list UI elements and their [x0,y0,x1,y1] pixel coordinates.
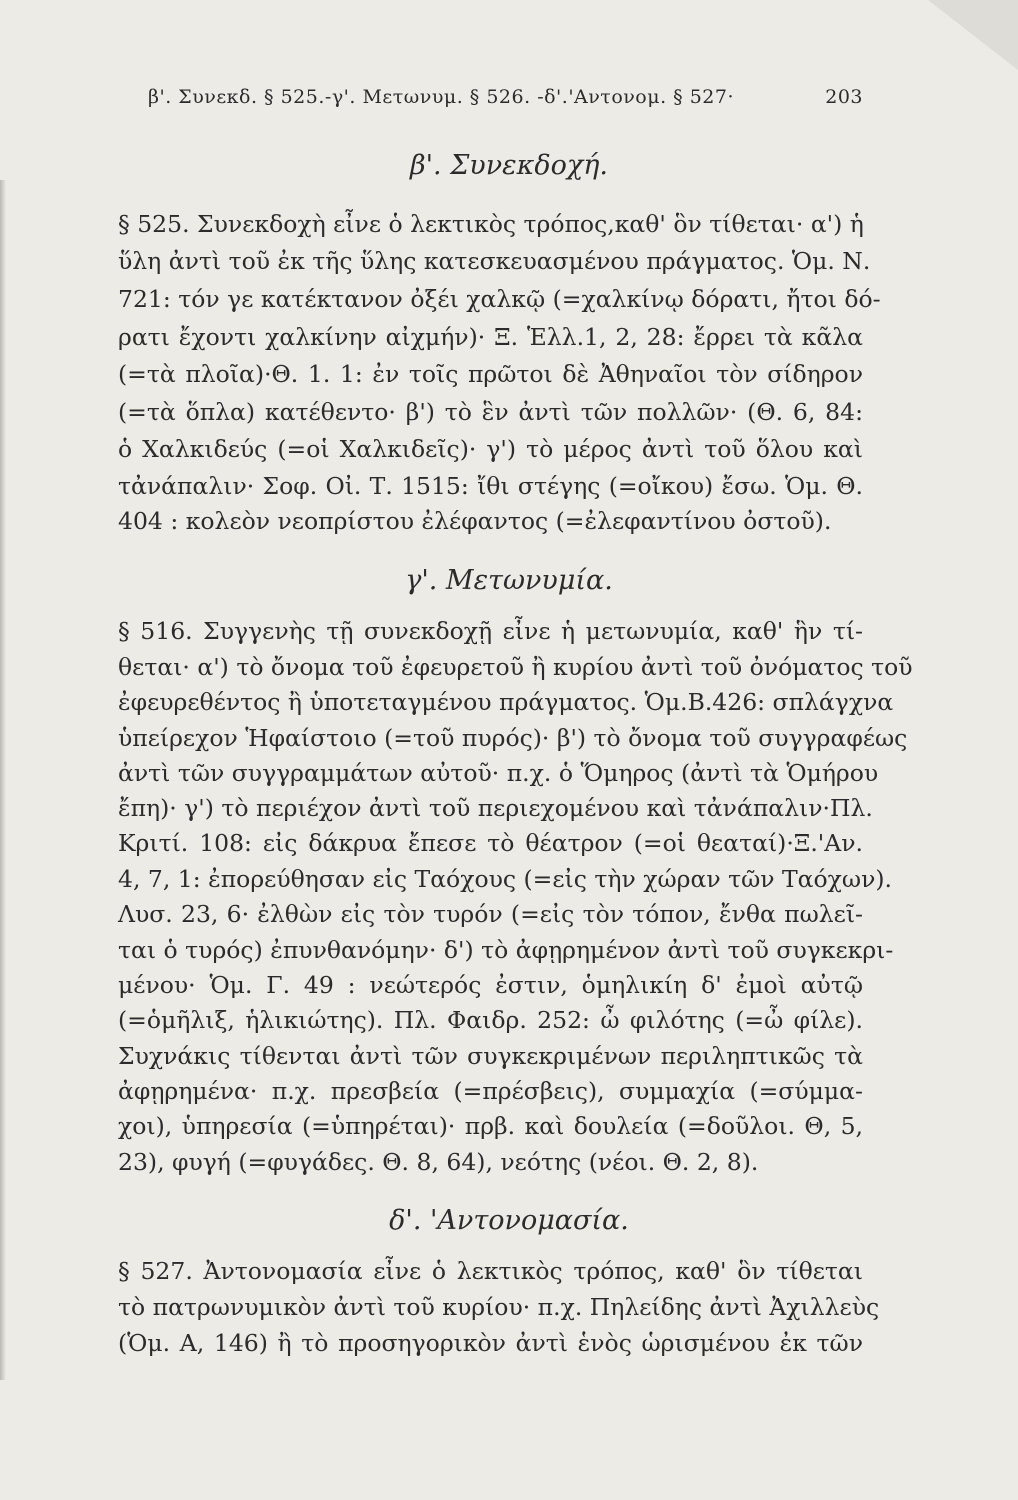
text-line: § 527. Ἀντονομασία εἶνε ὁ λεκτικὸς τρόπος, καθ' ὃν τίθεται [118,1257,863,1285]
text-line: Λυσ. 23, 6· ἐλθὼν εἰς τὸν τυρόν (=εἰς τὸν τόπον, ἔνθα πωλεῖ- [118,900,863,928]
section-title-antonomasia: δ'. 'Αντονομασία. [389,1205,629,1236]
text-line: ἐφευρεθέντος ἢ ὑποτεταγμένου πράγματος. Ὁμ.Β.426: σπλάγχνα [118,688,894,716]
text-line: (=τὰ ὅπλα) κατέθεντο· β') τὸ ἓν ἀντὶ τῶν πολλῶν· (Θ. 6, 84: [118,398,863,426]
text-line: θεται· α') τὸ ὄνομα τοῦ ἐφευρετοῦ ἢ κυρίου ἀντὶ τοῦ ὀνόματος τοῦ [118,653,913,681]
text-line: τὸ πατρωνυμικὸν ἀντὶ τοῦ κυρίου· π.χ. Πηλείδης ἀντὶ Ἀχιλλεὺς [118,1293,880,1321]
text-line: (=τὰ πλοῖα)·Θ. 1. 1: ἐν τοῖς πρῶτοι δὲ Ἀθηναῖοι τὸν σίδηρον [118,360,863,388]
text-line: 721: τόν γε κατέκτανον ὀξέι χαλκῷ (=χαλκίνῳ δόρατι, ἤτοι δό- [118,285,881,313]
text-line: § 525. Συνεκδοχὴ εἶνε ὁ λεκτικὸς τρόπος,καθ' ὃν τίθεται· α') ἡ [118,210,864,238]
text-line: ἔπη)· γ') τὸ περιέχον ἀντὶ τοῦ περιεχομένου καὶ τἀνάπαλιν·Πλ. [118,794,873,822]
text-line: τἀνάπαλιν· Σοφ. Οἰ. Τ. 1515: ἴθι στέγης (=οἴκου) ἔσω. Ὁμ. Θ. [118,472,863,500]
text-line: ὑπείρεχον Ἡφαίστοιο (=τοῦ πυρός)· β') τὸ ὄνομα τοῦ συγγραφέως [118,724,908,752]
section-title-synecdoche: β'. Συνεκδοχή. [410,150,608,181]
page-spine-shadow [0,180,6,1380]
text-line: ρατι ἔχοντι χαλκίνην αἰχμήν)· Ξ. Ἑλλ.1, 2, 28: ἔρρει τὰ κᾶλα [118,323,863,351]
text-line: ὕλη ἀντὶ τοῦ ἐκ τῆς ὕλης κατεσκευασμένου πράγματος. Ὁμ. Ν. [118,247,871,275]
text-line: § 516. Συγγενὴς τῇ συνεκδοχῇ εἶνε ἡ μετωνυμία, καθ' ἣν τί- [118,617,863,645]
text-line: 404 : κολεὸν νεοπρίστου ἐλέφαντος (=ἐλεφαντίνου ὀστοῦ). [118,507,832,535]
text-line: ἀφῃρημένα· π.χ. πρεσβεία (=πρέσβεις), συμμαχία (=σύμμα- [118,1077,863,1105]
text-line: ται ὁ τυρός) ἐπυνθανόμην· δ') τὸ ἀφῃρημένον ἀντὶ τοῦ συγκεκρι- [118,936,894,964]
text-line: (=ὁμῆλιξ, ἡλικιώτης). Πλ. Φαιδρ. 252: ὦ φιλότης (=ὦ φίλε). [118,1006,863,1034]
text-line: 23), φυγή (=φυγάδες. Θ. 8, 64), νεότης (νέοι. Θ. 2, 8). [118,1148,759,1176]
text-line: (Ὁμ. Α, 146) ἢ τὸ προσηγορικὸν ἀντὶ ἑνὸς ὡρισμένου ἐκ τῶν [118,1329,863,1357]
page-number: 203 [825,86,863,108]
folded-corner [928,0,1018,70]
text-line: ὁ Χαλκιδεύς (=οἱ Χαλκιδεῖς)· γ') τὸ μέρος ἀντὶ τοῦ ὅλου καὶ [118,435,863,463]
text-line: 4, 7, 1: ἐπορεύθησαν εἰς Ταόχους (=εἰς τὴν χώραν τῶν Ταόχων). [118,865,893,893]
text-line: Κριτί. 108: εἰς δάκρυα ἔπεσε τὸ θέατρον (=οἱ θεαταί)·Ξ.'Αν. [118,829,863,857]
text-line: ἀντὶ τῶν συγγραμμάτων αὐτοῦ· π.χ. ὁ Ὅμηρος (ἀντὶ τὰ Ὁμήρου [118,759,879,787]
text-line: Συχνάκις τίθενται ἀντὶ τῶν συγκεκριμένων περιληπτικῶς τὰ [118,1042,863,1070]
section-title-metonymy: γ'. Μετωνυμία. [405,565,613,596]
running-header [148,86,863,108]
text-line: μένου· Ὁμ. Γ. 49 : νεώτερός ἐστιν, ὁμηλικίη δ' ἐμοὶ αὐτῷ [118,971,863,999]
running-header-text: β'. Συνεκδ. § 525.-γ'. Μετωνυμ. § 526. -δ'.'Αντονομ. § 527· [148,86,735,108]
text-line: χοι), ὑπηρεσία (=ὑπηρέται)· πρβ. καὶ δουλεία (=δοῦλοι. Θ, 5, [118,1112,863,1140]
